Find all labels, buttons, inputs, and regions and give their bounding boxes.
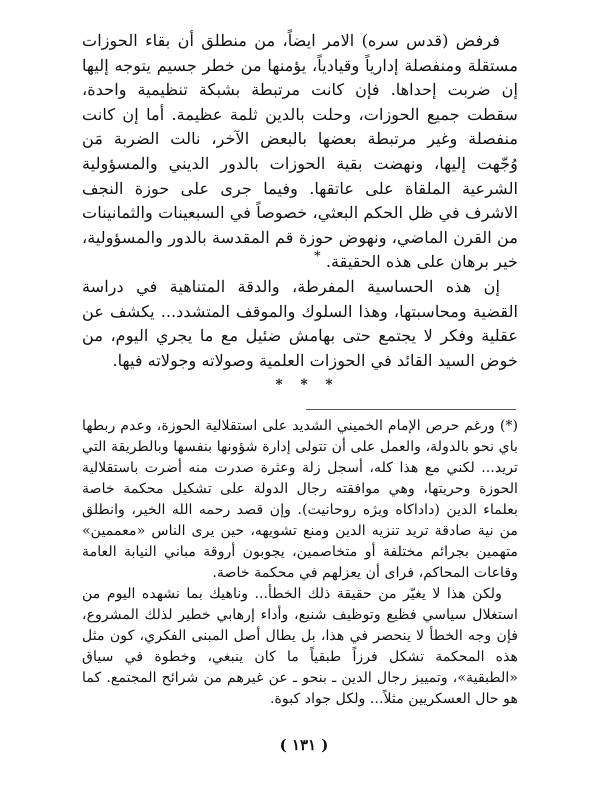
section-break-asterisms (0, 377, 608, 393)
body-paragraph-1 (82, 29, 518, 275)
body-paragraph-1-text: فرفض (قدس سره) الامر ايضاً، من منطلق أن بقاء الحوزات مستقلة ومنفصلة إدارياً وقيادياً، يؤمنها من خطر جسيم يتوجه إليها إن ضربت إحداها. فإن كانت مرتبطة بشبكة تنظيمية واحدة، سقطت جميع الحوزات، وحلت بالدين ثلمة عظيمة. أما إن كانت منفصلة وغير مرتبطة بعضها بالبعض الآخر، نالت الضربة مَن وُجّهت إليها، ونهضت بقية الحوزات بالدور الديني والمسؤولية الشرعية الملقاة على عاتقها. وفيما جرى على حوزة النجف الاشرف في ظل الحكم البعثي، خصوصاً في السبعينات والثمانينات من القرن الماضي، ونهوض حوزة قم المقدسة بالدور والمسؤولية، خير برهان على هذه الحقيقة. (82, 31, 518, 272)
body-paragraph-2-text: إن هذه الحساسية المفرطة، والدقة المتناهية في دراسة القضية ومحاسبتها، وهذا السلوك والموقف المتشدد... يكشف عن عقلية وفكر لا يجتمع حتى بهامش ضئيل مع ما يجري اليوم، من خوض السيد القائد في الحوزات العلمية وصولاته وجولاته فيها. (82, 276, 518, 370)
page-number: ( ١٣١ ) (279, 736, 329, 754)
footnote-section (82, 416, 518, 710)
asterism-icon: * (275, 377, 283, 393)
page-body (82, 29, 518, 373)
asterism-icon: * (325, 377, 333, 393)
footnote-paragraph-1: (*) ورغم حرص الإمام الخميني الشديد على استقلالية الحوزة، وعدم ربطها باي نحو بالدولة، والعمل على أن تتولى إدارة شؤونها بنفسها وبالطريقة التي تريد... لكني مع هذا كله، أسجل زلة وعثرة صدرت منه أضرت باستقلالية الحوزة وحريتها، وهي موافقته رجال الدولة على تشكيل محكمة خاصة بعلماء الدين (داداكاه ويژه روحانيت). وإن قصد رحمه الله الخير، وانطلق من نية صادقة تريد تنزيه الدين ومنع تشويهه، حين يرى الناس «معممين» متهمين بجرائم مختلفة أو متخاصمين، يجوبون أروقة مباني النيابة العامة وقاعات المحاكم، فراى أن يعزلهم في محكمة خاصة. (82, 418, 518, 581)
footnote-reference-marker: * (314, 249, 321, 265)
body-paragraph-2 (82, 275, 518, 373)
asterism-icon: * (300, 377, 308, 393)
main-text (82, 29, 518, 373)
footnote-separator-rule (306, 409, 516, 410)
footnote-paragraph-2: ولكن هذا لا يغيّر من حقيقة ذلك الخطأ... وناهيك بما نشهده اليوم من استغلال سياسي فظيع وتوظيف شنيع، وأداء إرهابي خطير لذلك المشروع، فإن وجه الخطأ لا ينحصر في هذا، بل يطال أصل المبنى الفكري، كون مثل هذه المحكمة تشكل فرزاً طبقياً ما كان ينبغي، وخطوة في سياق «الطبقية»، وتمييز رجال الدين ـ بنحو ـ عن غيرهم من شرائح المجتمع. كما هو حال العسكريين مثلاً... ولكل جواد كبوة. (82, 586, 518, 707)
